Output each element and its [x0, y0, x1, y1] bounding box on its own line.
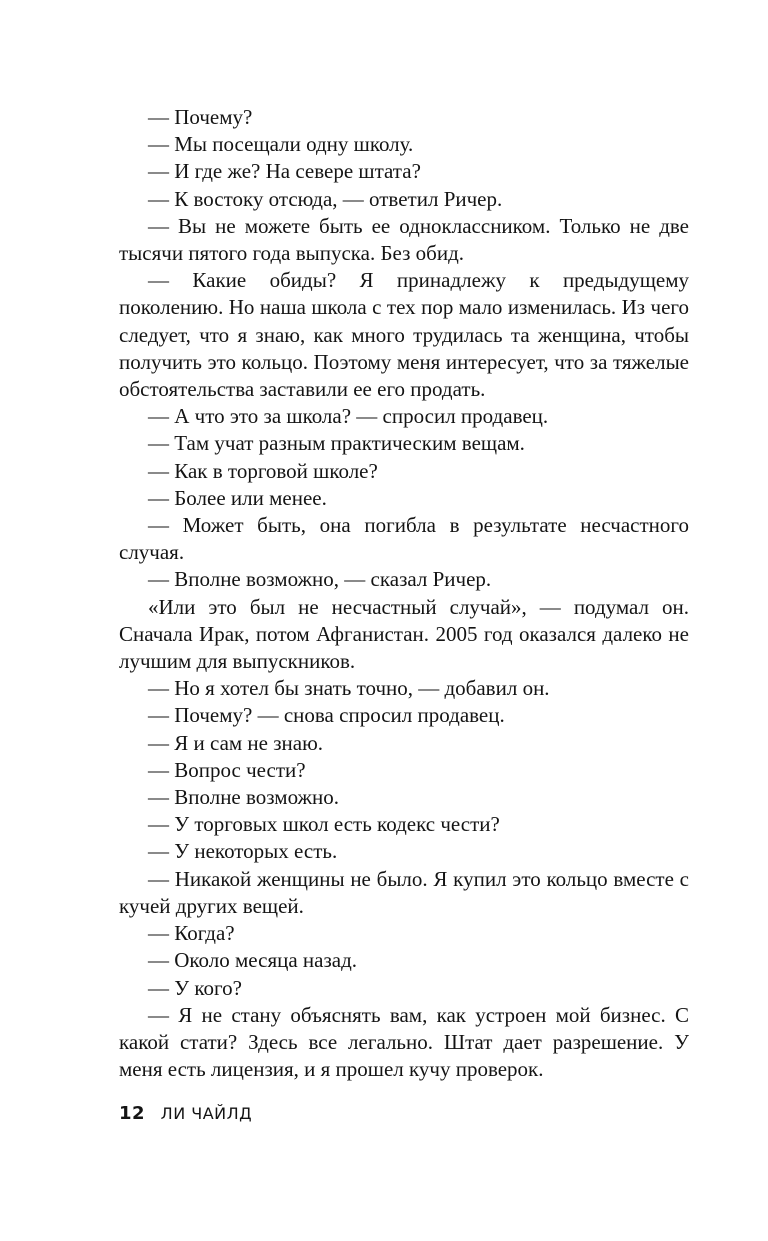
paragraph: — Там учат разным практическим вещам. [148, 431, 525, 456]
paragraph: — К востоку отсюда, — ответил Ричер. [148, 186, 503, 211]
running-author: ЛИ ЧАЙЛД [160, 1104, 253, 1123]
paragraph: — А что это за школа? — спросил продавец. [148, 404, 549, 429]
paragraph: — Около месяца назад. [148, 948, 358, 973]
paragraph: — Какие обиды? Я принадлежу к предыдущему поколению. Но наша школа с тех пор мало изменилась. Из чего следует, что я знаю, как много трудилась та женщина, чтобы получить это кольцо. Поэтому меня интересует, что за тяжелые обстоятельства заставили ее его продать. [119, 268, 689, 402]
page-number: 12 [119, 1103, 146, 1124]
paragraph: «Или это был не несчастный случай», — подумал он. Сначала Ирак, потом Афганистан. 2005 год оказался далеко не лучшим для выпускников. [119, 594, 689, 674]
paragraph: — Когда? [148, 921, 235, 946]
paragraph: — Более или менее. [148, 485, 327, 510]
paragraph: — У торговых школ есть кодекс чести? [148, 812, 500, 837]
book-text [119, 104, 689, 1083]
paragraph: — Вопрос чести? [148, 757, 306, 782]
paragraph: — Я не стану объяснять вам, как устроен мой бизнес. С какой стати? Здесь все легально. Штат дает разрешение. У меня есть лицензия, и я прошел кучу проверок. [119, 1002, 689, 1082]
paragraph: — Вы не можете быть ее одноклассником. Только не две тысячи пятого года выпуска. Без обид. [119, 213, 689, 266]
paragraph: — Я и сам не знаю. [148, 730, 324, 755]
paragraph: — Как в торговой школе? [148, 458, 378, 483]
paragraph: — Никакой женщины не было. Я купил это кольцо вместе с кучей других вещей. [119, 866, 689, 918]
paragraph: — Вполне возможно. [148, 785, 340, 810]
paragraph: — Почему? [148, 105, 253, 129]
paragraph: — У некоторых есть. [148, 839, 338, 864]
page-footer [119, 1103, 252, 1124]
paragraph: — Мы посещали одну школу. [148, 132, 414, 157]
paragraph: — Вполне возможно, — сказал Ричер. [148, 567, 492, 592]
paragraph: — Почему? — снова спросил продавец. [148, 703, 505, 728]
paragraph: — И где же? На севере штата? [148, 159, 421, 184]
paragraph: — У кого? [148, 975, 242, 1000]
paragraph: — Может быть, она погибла в результате несчастного случая. [119, 513, 689, 565]
paragraph: — Но я хотел бы знать точно, — добавил он. [148, 676, 550, 701]
